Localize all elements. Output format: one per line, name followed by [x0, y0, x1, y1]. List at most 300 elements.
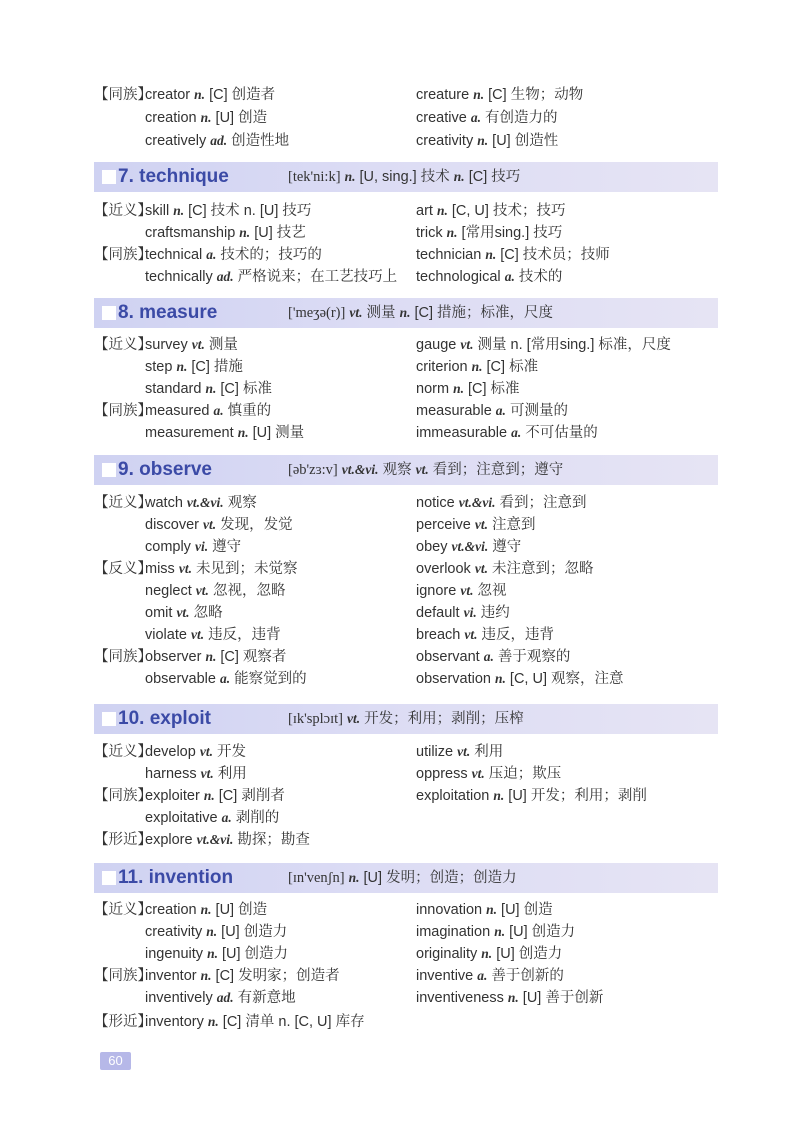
row-tag: 【反义】 — [94, 561, 152, 577]
word: exploitative — [145, 810, 218, 826]
definition: 创造性地 — [227, 133, 290, 149]
definition: 忽略 — [189, 605, 223, 621]
entry-header-measure — [94, 298, 718, 328]
word: default — [416, 605, 460, 621]
definition: [C] 创造者 — [205, 87, 276, 103]
row-tag: 【同族】 — [94, 968, 152, 984]
definition: 看到；注意到；遵守 — [428, 462, 564, 478]
headword: 7. technique — [118, 166, 229, 187]
headword: 9. observe — [118, 459, 212, 480]
part-of-speech: n. — [493, 788, 505, 803]
definition: [C, U] 观察，注意 — [505, 671, 624, 687]
row-tag: 【近义】 — [94, 744, 152, 760]
row-tag: 【近义】 — [94, 495, 152, 511]
left-item — [145, 266, 397, 288]
left-item — [145, 668, 307, 690]
word: step — [145, 359, 173, 375]
headword: 10. exploit — [118, 708, 211, 729]
left-item — [145, 536, 241, 558]
definition: 能察觉到的 — [230, 671, 307, 687]
right-item — [416, 200, 565, 222]
definition: [U] 创造力 — [492, 946, 563, 962]
definition: [C] 清单 n. [C, U] 库存 — [218, 1014, 365, 1030]
definition: 压迫；欺压 — [484, 766, 562, 782]
word: develop — [145, 744, 196, 760]
definition: 观察 — [378, 462, 416, 478]
definition: 技术的 — [514, 269, 563, 285]
definition: 利用 — [213, 766, 247, 782]
right-item — [416, 400, 568, 422]
right-item — [416, 785, 647, 807]
definition: [C] 标准 — [463, 381, 520, 397]
word: inventive — [416, 968, 474, 984]
part-of-speech: vi. — [463, 605, 477, 620]
square-bullet-icon — [102, 712, 116, 726]
part-of-speech: n. — [200, 968, 212, 983]
word: measurable — [416, 403, 492, 419]
word: harness — [145, 766, 197, 782]
definition: 注意到 — [487, 517, 536, 533]
definition: [U] 创造力 — [505, 924, 576, 940]
right-item — [416, 624, 554, 646]
part-of-speech: n. — [471, 359, 483, 374]
part-of-speech: vt. — [203, 517, 217, 532]
right-item — [416, 602, 510, 624]
right-item — [416, 84, 583, 106]
part-of-speech: vt.&vi. — [196, 832, 234, 847]
word: inventor — [145, 968, 197, 984]
word: utilize — [416, 744, 454, 760]
word: creativity — [416, 133, 474, 149]
phonetic: [ɪn'venʃn] — [288, 870, 345, 886]
left-item — [145, 965, 340, 987]
left-item — [145, 899, 267, 921]
right-item — [416, 668, 624, 690]
left-item — [145, 943, 288, 965]
definition: 测量 — [204, 337, 238, 353]
right-item — [416, 580, 507, 602]
entry-header-invention — [94, 863, 718, 893]
definition: [C] 标准 — [482, 359, 539, 375]
right-item — [416, 741, 503, 763]
right-item — [416, 646, 570, 668]
word: ignore — [416, 583, 457, 599]
definition: [C] 技术 n. [U] 技巧 — [184, 203, 312, 219]
definition: 未见到；未觉察 — [191, 561, 298, 577]
definition: 可测量的 — [505, 403, 568, 419]
part-of-speech: n. — [200, 110, 212, 125]
part-of-speech: vt. — [349, 305, 363, 320]
definition: 发现，发觉 — [216, 517, 293, 533]
word: gauge — [416, 337, 457, 353]
part-of-speech: n. — [477, 133, 489, 148]
row-tag: 【同族】 — [94, 247, 152, 263]
word: inventively — [145, 990, 213, 1006]
part-of-speech: n. — [176, 359, 188, 374]
definition: [C] 生物；动物 — [484, 87, 584, 103]
word: discover — [145, 517, 199, 533]
right-item — [416, 334, 671, 356]
part-of-speech: a. — [483, 649, 494, 664]
definition: 违约 — [476, 605, 510, 621]
part-of-speech: n. — [507, 990, 519, 1005]
definition: [U] 技艺 — [250, 225, 306, 241]
word: technician — [416, 247, 482, 263]
entry-definition — [288, 704, 524, 734]
left-item — [145, 334, 238, 356]
right-item — [416, 222, 562, 244]
word: measured — [145, 403, 210, 419]
word: technically — [145, 269, 213, 285]
phonetic: [əb'zɜ:v] — [288, 462, 338, 478]
part-of-speech: ad. — [210, 133, 228, 148]
row-tag: 【形近】 — [94, 832, 152, 848]
phonetic: ['meʒə(r)] — [288, 305, 346, 321]
part-of-speech: n. — [194, 87, 206, 102]
definition: [U] 创造 — [211, 902, 268, 918]
right-item — [416, 536, 521, 558]
definition: 观察 — [223, 495, 257, 511]
definition: 测量 — [362, 305, 400, 321]
right-item — [416, 130, 558, 152]
word: observer — [145, 649, 202, 665]
definition: [U, sing.] 技术 — [355, 169, 454, 185]
definition: 忽视，忽略 — [208, 583, 286, 599]
part-of-speech: vt. — [191, 337, 205, 352]
word: imagination — [416, 924, 491, 940]
row-tag: 【同族】 — [94, 649, 152, 665]
definition: 遵守 — [208, 539, 242, 555]
part-of-speech: n. — [486, 902, 498, 917]
left-item — [145, 741, 246, 763]
row-tag: 【近义】 — [94, 902, 152, 918]
part-of-speech: n. — [453, 169, 465, 184]
part-of-speech: vt. — [464, 627, 478, 642]
phonetic: [tek'ni:k] — [288, 169, 341, 185]
part-of-speech: a. — [206, 247, 217, 262]
word: miss — [145, 561, 175, 577]
part-of-speech: a. — [213, 403, 224, 418]
word: creativity — [145, 924, 203, 940]
definition: 技术的；技巧的 — [216, 247, 322, 263]
word: creature — [416, 87, 470, 103]
left-item — [145, 222, 306, 244]
part-of-speech: vt. — [347, 711, 361, 726]
right-item — [416, 514, 536, 536]
part-of-speech: n. — [436, 203, 448, 218]
phonetic: [ɪk'splɔɪt] — [288, 711, 343, 727]
right-item — [416, 356, 538, 378]
part-of-speech: a. — [221, 810, 232, 825]
word: originality — [416, 946, 478, 962]
word: comply — [145, 539, 191, 555]
entry-header-observe — [94, 455, 718, 485]
headword: 11. invention — [118, 867, 234, 888]
definition: [C] 技术员；技师 — [496, 247, 610, 263]
entry-definition — [288, 162, 520, 192]
right-item — [416, 492, 587, 514]
left-item — [145, 558, 298, 580]
word: immeasurable — [416, 425, 508, 441]
definition: [C] 措施 — [187, 359, 243, 375]
word: craftsmanship — [145, 225, 236, 241]
part-of-speech: n. — [207, 1014, 219, 1029]
part-of-speech: a. — [470, 110, 481, 125]
part-of-speech: vt.&vi. — [458, 495, 496, 510]
word: violate — [145, 627, 187, 643]
word: neglect — [145, 583, 192, 599]
part-of-speech: vt. — [199, 744, 213, 759]
definition: 勘探；勘查 — [233, 832, 310, 848]
entry-header-technique — [94, 162, 718, 192]
part-of-speech: a. — [219, 671, 231, 686]
definition: [U] 开发；利用；剥削 — [504, 788, 647, 804]
left-item — [145, 763, 247, 785]
word: measurement — [145, 425, 234, 441]
word: breach — [416, 627, 461, 643]
definition: [U] 创造性 — [488, 133, 559, 149]
left-item — [145, 580, 285, 602]
part-of-speech: n. — [173, 203, 185, 218]
word: innovation — [416, 902, 483, 918]
definition: 违反，违背 — [204, 627, 281, 643]
word: notice — [416, 495, 455, 511]
part-of-speech: vt. — [190, 627, 205, 642]
word: creatively — [145, 133, 207, 149]
left-item — [145, 492, 257, 514]
word: inventiveness — [416, 990, 504, 1006]
word: observation — [416, 671, 491, 687]
left-item — [145, 356, 243, 378]
word: ingenuity — [145, 946, 204, 962]
part-of-speech: n. — [205, 381, 217, 396]
definition: 善于观察的 — [493, 649, 571, 665]
row-tag: 【同族】 — [94, 87, 152, 103]
right-item — [416, 558, 594, 580]
part-of-speech: n. — [237, 425, 249, 440]
part-of-speech: ad. — [216, 269, 234, 284]
part-of-speech: vt.&vi. — [186, 495, 224, 510]
word: exploiter — [145, 788, 200, 804]
definition: [C, U] 技术；技巧 — [447, 203, 566, 219]
part-of-speech: n. — [453, 381, 464, 396]
word: overlook — [416, 561, 471, 577]
word: creative — [416, 110, 467, 126]
word: survey — [145, 337, 188, 353]
definition: [C] 标准 — [216, 381, 272, 397]
definition: [C] 技巧 — [464, 169, 521, 185]
part-of-speech: n. — [495, 671, 506, 686]
part-of-speech: vt. — [457, 744, 471, 759]
word: creation — [145, 110, 197, 126]
word: observant — [416, 649, 480, 665]
definition: 严格说来；在工艺技巧上 — [233, 269, 398, 285]
definition: 慎重的 — [223, 403, 272, 419]
part-of-speech: vt. — [195, 583, 209, 598]
word: technological — [416, 269, 501, 285]
part-of-speech: vt.&vi. — [341, 462, 379, 477]
part-of-speech: n. — [206, 924, 218, 939]
definition: [U] 创造力 — [217, 946, 289, 962]
word: exploitation — [416, 788, 490, 804]
word: watch — [145, 495, 183, 511]
right-item — [416, 943, 562, 965]
word: norm — [416, 381, 450, 397]
left-item — [145, 624, 281, 646]
left-item — [145, 987, 296, 1009]
square-bullet-icon — [102, 170, 116, 184]
part-of-speech: vt. — [471, 766, 485, 781]
definition: 开发 — [212, 744, 246, 760]
part-of-speech: vt. — [200, 766, 214, 781]
left-item — [145, 107, 267, 129]
word: inventory — [145, 1014, 204, 1030]
definition: 遵守 — [488, 539, 522, 555]
word: technical — [145, 247, 203, 263]
row-tag: 【形近】 — [94, 1014, 152, 1030]
left-item — [145, 378, 272, 400]
definition: 不可估量的 — [521, 425, 598, 441]
definition: 有新意地 — [233, 990, 296, 1006]
word: oppress — [416, 766, 468, 782]
word: standard — [145, 381, 202, 397]
square-bullet-icon — [102, 306, 116, 320]
right-item — [416, 987, 603, 1009]
definition: [U] 善于创新 — [518, 990, 604, 1006]
definition: 忽视 — [473, 583, 507, 599]
word: trick — [416, 225, 443, 241]
part-of-speech: n. — [344, 169, 356, 184]
part-of-speech: n. — [348, 870, 360, 885]
left-item — [145, 829, 310, 851]
part-of-speech: vt. — [176, 605, 190, 620]
left-item — [145, 244, 322, 266]
word: creation — [145, 902, 197, 918]
word: omit — [145, 605, 173, 621]
part-of-speech: vt. — [415, 462, 429, 477]
part-of-speech: n. — [446, 225, 458, 240]
part-of-speech: n. — [473, 87, 485, 102]
part-of-speech: vt. — [474, 561, 488, 576]
definition: 善于创新的 — [487, 968, 564, 984]
square-bullet-icon — [102, 871, 116, 885]
part-of-speech: n. — [481, 946, 493, 961]
definition: 有创造力的 — [480, 110, 558, 126]
left-item — [145, 400, 271, 422]
definition: [常用sing.] 技巧 — [457, 225, 563, 241]
right-item — [416, 763, 561, 785]
right-item — [416, 244, 610, 266]
left-item — [145, 646, 286, 668]
right-item — [416, 378, 520, 400]
right-item — [416, 899, 553, 921]
definition: 违反，违背 — [477, 627, 555, 643]
row-tag: 【近义】 — [94, 337, 152, 353]
page-number: 60 — [100, 1052, 131, 1070]
part-of-speech: n. — [399, 305, 411, 320]
definition: [U] 创造力 — [217, 924, 288, 940]
part-of-speech: ad. — [216, 990, 234, 1005]
definition: 开发；利用；剥削；压榨 — [360, 711, 524, 727]
left-item — [145, 602, 223, 624]
word: obey — [416, 539, 448, 555]
definition: 未注意到；忽略 — [487, 561, 594, 577]
part-of-speech: vt. — [460, 583, 474, 598]
definition: [C] 剥削者 — [214, 788, 285, 804]
definition: [U] 发明；创造；创造力 — [359, 870, 517, 886]
definition: [C] 措施；标准，尺度 — [410, 305, 554, 321]
left-item — [145, 785, 285, 807]
part-of-speech: vt. — [178, 561, 192, 576]
definition: [U] 创造 — [497, 902, 553, 918]
definition: 剥削的 — [231, 810, 280, 826]
entry-definition — [288, 298, 553, 328]
part-of-speech: vi. — [194, 539, 209, 554]
part-of-speech: vt.&vi. — [451, 539, 489, 554]
right-item — [416, 107, 557, 129]
left-item — [145, 84, 275, 106]
part-of-speech: a. — [477, 968, 488, 983]
part-of-speech: n. — [494, 924, 506, 939]
definition: [C] 观察者 — [216, 649, 287, 665]
part-of-speech: n. — [200, 902, 212, 917]
left-item — [145, 200, 311, 222]
part-of-speech: n. — [485, 247, 497, 262]
part-of-speech: vt. — [460, 337, 474, 352]
part-of-speech: a. — [511, 425, 522, 440]
part-of-speech: a. — [504, 269, 515, 284]
row-tag: 【近义】 — [94, 203, 152, 219]
entry-definition — [288, 863, 517, 893]
entry-header-exploit — [94, 704, 718, 734]
definition: [U] 测量 — [248, 425, 305, 441]
part-of-speech: n. — [239, 225, 251, 240]
left-item — [145, 1011, 365, 1033]
headword: 8. measure — [118, 302, 218, 323]
part-of-speech: n. — [203, 788, 215, 803]
word: skill — [145, 203, 170, 219]
entry-definition — [288, 455, 563, 485]
definition: 测量 n. [常用sing.] 标准，尺度 — [473, 337, 671, 353]
left-item — [145, 422, 304, 444]
row-tag: 【同族】 — [94, 403, 152, 419]
left-item — [145, 514, 293, 536]
right-item — [416, 965, 564, 987]
word: observable — [145, 671, 216, 687]
definition: 利用 — [470, 744, 504, 760]
part-of-speech: vt. — [474, 517, 488, 532]
right-item — [416, 921, 575, 943]
definition: [U] 创造 — [211, 110, 268, 126]
right-item — [416, 266, 562, 288]
word: art — [416, 203, 433, 219]
left-item — [145, 921, 287, 943]
left-item — [145, 807, 279, 829]
definition: [C] 发明家；创造者 — [211, 968, 340, 984]
row-tag: 【同族】 — [94, 788, 152, 804]
word: explore — [145, 832, 193, 848]
part-of-speech: a. — [495, 403, 506, 418]
square-bullet-icon — [102, 463, 116, 477]
word: criterion — [416, 359, 468, 375]
part-of-speech: n. — [205, 649, 217, 664]
word: perceive — [416, 517, 471, 533]
left-item — [145, 130, 289, 152]
definition: 看到；注意到 — [495, 495, 587, 511]
part-of-speech: n. — [207, 946, 218, 961]
word: creator — [145, 87, 191, 103]
right-item — [416, 422, 598, 444]
